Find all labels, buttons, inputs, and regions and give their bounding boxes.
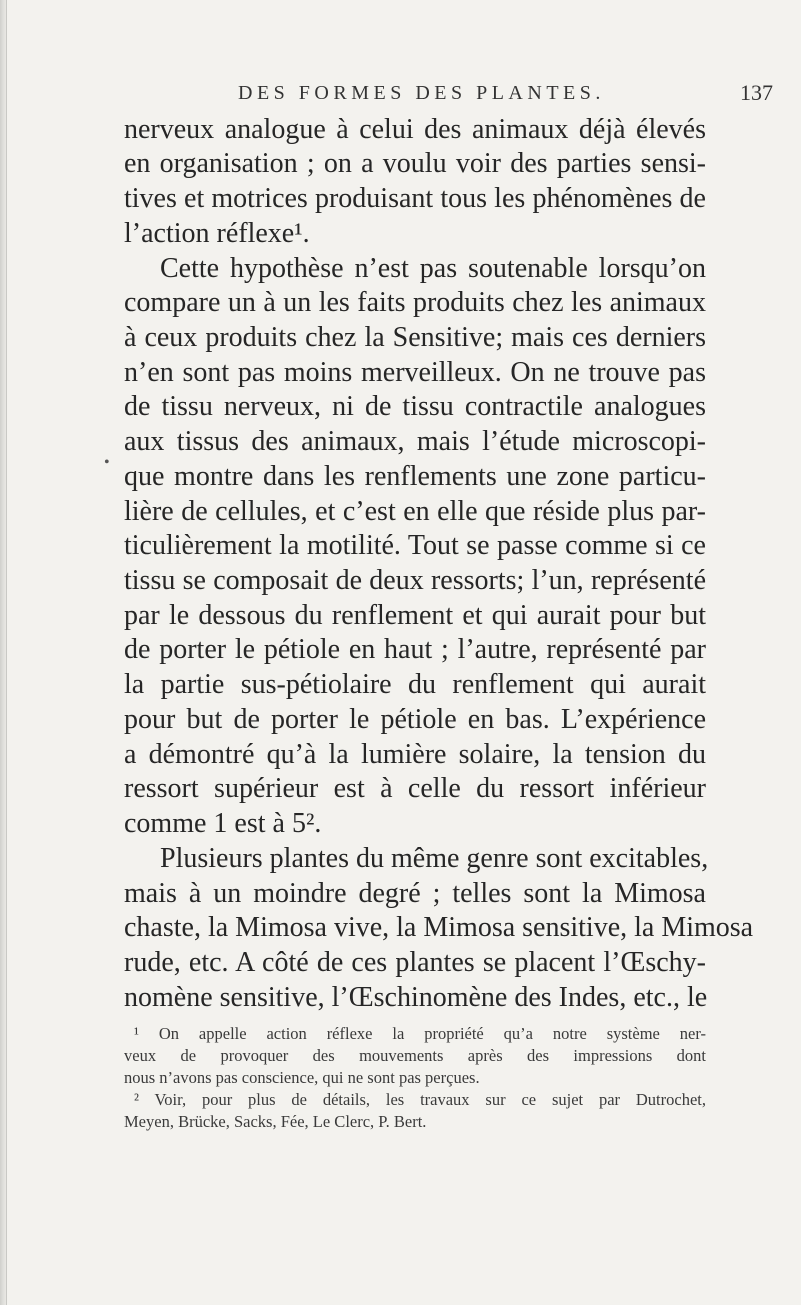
body-line-20: ressort supérieur est à celle du ressort inférieur — [124, 773, 706, 804]
footnote-line-3: nous n’avons pas conscience, qui ne sont pas perçues. — [124, 1068, 480, 1087]
body-line-17: la partie sus-pétiolaire du renflement qui aurait — [124, 669, 706, 700]
body-line-25: rude, etc. A côté de ces plantes se placent l’Œschy- — [124, 947, 706, 978]
body-line-24: chaste, la Mimosa vive, la Mimosa sensitive, la Mimosa — [124, 912, 754, 943]
body-line-6: compare un à un les faits produits chez les animaux — [124, 287, 706, 318]
body-line-16: de porter le pétiole en haut ; l’autre, représenté par — [124, 634, 706, 665]
binding-line — [6, 0, 7, 1305]
body-line-19: a démontré qu’à la lumière solaire, la tension du — [124, 739, 706, 770]
body-line-4: l’action réflexe¹. — [124, 218, 310, 249]
body-line-18: pour but de porter le pétiole en bas. L’expérience — [124, 704, 706, 735]
body-line-15: par le dessous du renflement et qui aurait pour but — [124, 600, 706, 631]
footnote-line-2: veux de provoquer des mouvements après des impressions dont — [124, 1046, 706, 1065]
footnote-line-5: Meyen, Brücke, Sacks, Fée, Le Clerc, P. Bert. — [124, 1112, 427, 1131]
page-number: 137 — [740, 80, 773, 105]
running-title: DES FORMES DES PLANTES. — [238, 82, 605, 104]
body-line-26: nomène sensitive, l’Œschinomène des Indes, etc., le — [124, 982, 708, 1013]
body-line-8: n’en sont pas moins merveilleux. On ne trouve pas — [124, 357, 706, 388]
body-line-11: que montre dans les renflements une zone particu- — [124, 461, 706, 492]
margin-mark: • — [104, 454, 110, 471]
body-line-21: comme 1 est à 5². — [124, 808, 322, 839]
body-line-12: lière de cellules, et c’est en elle que réside plus par- — [124, 496, 706, 527]
body-line-13: ticulièrement la motilité. Tout se passe comme si ce — [124, 530, 706, 561]
body-line-23: mais à un moindre degré ; telles sont la Mimosa — [124, 878, 706, 909]
footnote-line-4: ² Voir, pour plus de détails, les travaux sur ce sujet par Dutrochet, — [134, 1090, 706, 1109]
body-line-2: en organisation ; on a voulu voir des parties sensi- — [124, 148, 706, 179]
body-line-7: à ceux produits chez la Sensitive; mais ces derniers — [124, 322, 706, 353]
body-line-5: Cette hypothèse n’est pas soutenable lorsqu’on — [160, 253, 706, 284]
body-line-22: Plusieurs plantes du même genre sont excitables, — [160, 843, 709, 874]
body-line-1: nerveux analogue à celui des animaux déjà élevés — [124, 114, 706, 145]
body-line-9: de tissu nerveux, ni de tissu contractile analogues — [124, 391, 706, 422]
body-line-3: tives et motrices produisant tous les phénomènes de — [124, 183, 706, 214]
body-line-14: tissu se composait de deux ressorts; l’un, représenté — [124, 565, 706, 596]
footnote-line-1: ¹ On appelle action réflexe la propriété qu’a notre système ner- — [134, 1024, 706, 1043]
body-line-10: aux tissus des animaux, mais l’étude microscopi- — [124, 426, 706, 457]
